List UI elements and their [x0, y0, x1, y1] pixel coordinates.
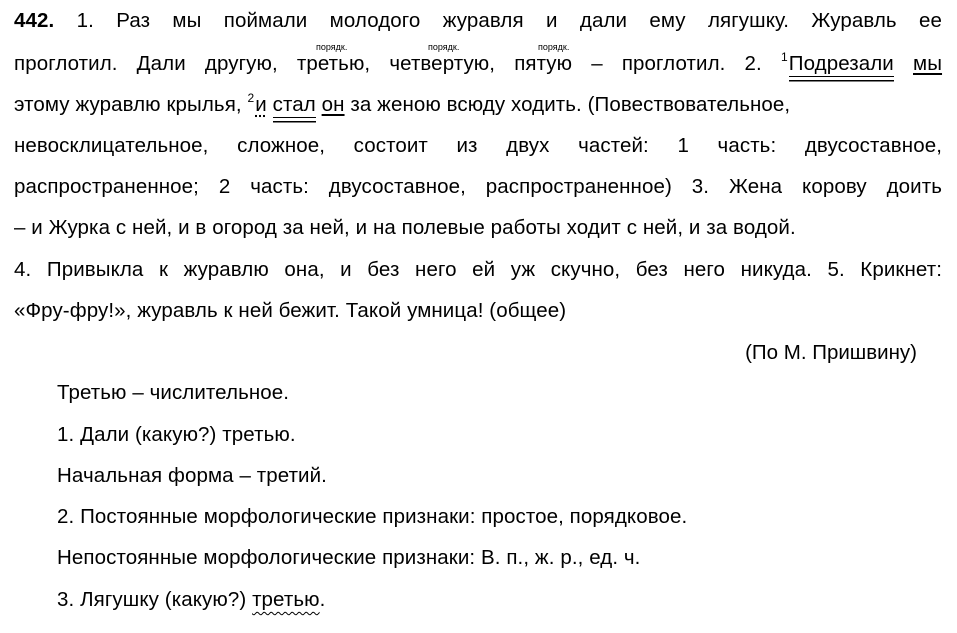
sentence-text: невосклицательное, сложное, состоит из двух частей: 1 часть: двусоставное, — [14, 134, 942, 157]
subject-word: он — [321, 93, 345, 116]
sentence-text: распространенное; 2 часть: двусоставное, распространенное) 3. Жена корову доить — [14, 175, 942, 198]
sentence-text: – и Журка с ней, и в огород за ней, и на полевые работы ходит с ней, и за водой. — [14, 216, 796, 239]
analysis-line-3: Начальная форма – третий. — [57, 464, 327, 487]
analysis-text: 3. Лягушку (какую?) — [57, 588, 247, 611]
analysis-line-2: 1. Дали (какую?) третью. — [57, 423, 296, 446]
analysis-line-1: Третью – числительное. — [57, 381, 290, 404]
clause-marker-1: 1 — [780, 50, 788, 64]
sentence-text: этому журавлю крылья, — [14, 93, 242, 116]
sentence-text: за женою всюду ходить. (Повествовательное, — [350, 93, 791, 116]
analysis-line-4: 2. Постоянные морфологические признаки: простое, порядковое. — [57, 505, 688, 528]
sentence-text: 4. Привыкла к журавлю она, и без него ей уж скучно, без него никуда. 5. Крикнет: — [14, 258, 942, 281]
text-line-5 — [14, 175, 942, 199]
sentence-text: 1. Раз мы поймали молодого журавля и дали ему лягушку. Журавль ее — [76, 9, 943, 32]
author-attribution: (По М. Пришвину) — [745, 341, 917, 364]
sentence-text: «Фру-фру!», журавль к ней бежит. Такой умница! (общее) — [14, 299, 567, 322]
period: . — [319, 588, 326, 611]
text-line-8 — [14, 299, 566, 323]
analysis-line-5: Непостоянные морфологические признаки: В. п., ж. р., ед. ч. — [57, 546, 641, 569]
analysis-line-6 — [57, 588, 325, 612]
annotation-note: порядк. — [538, 42, 570, 52]
clause-marker-2: 2 — [247, 91, 255, 105]
sentence-text: проглотил. Дали другую, третью, четвертую, пятую – проглотил. 2. — [14, 52, 762, 75]
text-line-7 — [14, 258, 942, 282]
predicate-word: стал — [272, 93, 316, 116]
text-line-4 — [14, 134, 942, 158]
text-line-2 — [14, 52, 942, 78]
annotation-note: порядк. — [428, 42, 460, 52]
exercise-number: 442. — [14, 9, 55, 32]
text-line-1 — [14, 9, 942, 33]
text-line-3 — [14, 93, 790, 119]
subject-word: мы — [913, 52, 943, 75]
predicate-word: Подрезали — [788, 52, 894, 75]
conjunction-word: и — [255, 93, 267, 116]
annotation-note: порядк. — [316, 42, 348, 52]
attribute-word: третью — [252, 588, 320, 611]
text-line-6 — [14, 216, 796, 240]
